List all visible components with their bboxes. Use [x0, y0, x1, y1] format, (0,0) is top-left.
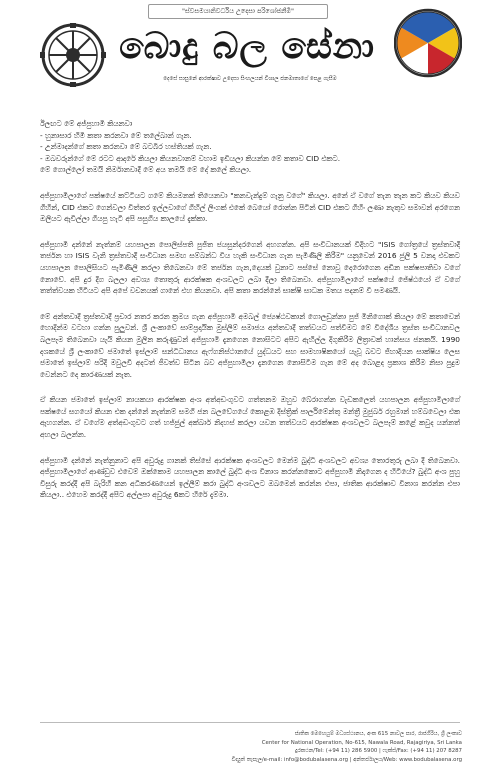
- list-line: - උන්මාදන්ගේ කතා කරනවා මේ බටබිර හස්තියක් ගැන.: [40, 142, 212, 152]
- paragraph-3: අජ්පුහාමි දන්නේ නැත්නම් යහපාලන පොලිස්පති පුජිත ජයසුන්දරගෙන් අහගන්න. අපි සංවිධානයක් විදිහට "ISIS ගෝත්‍රයේ ත්‍රස්තවාදී තර්ජන හා ISIS වැනි ත්‍රස්තවාදී සංවිධාන සමඟ සම්බන්ධ විය හැකි සංවිධාන ගැන පැමිණිලි කිරීම" යනුවෙන් 2016 ජුලි 5 වනදා එවකට යහපාලන පොලිසියට පැමිණිලි කරලා තිබෙනවා මේ තර්ජන ගැන,දෙයක් වුනාට පස්සේ නොවු දෙරොගෙන අඩින පක්ෂපාතිවා වගේ නොවේ. අපි දුර දිග බලලා අවශ්‍ය තොතුරු ආරක්ෂක අංශවලට ලබා දීලා තිබෙනවා. අජ්පුහාමිලාගේ පක්ෂයේ ජේෂ්ඨයෝ ඒ වගේ තත්ත්වයක හිටියට අපි අපේ වචනයක් ගානේ එහ කියනවා. අපි කතා කරන්නේ සාක්ෂි සාධක මතය පදනම් වී පමණයි.: [40, 239, 460, 296]
- paragraph-6: අජ්පුහාමි දන්නේ නැත්නුනාට අපි අවුරුදු ගානක් තිස්සේ ආරක්ෂක අංශවලට මෙන්ම බුද්ධි අංශවලට අවශ්‍ය තොරතුරු ලබා දී තිබෙනවා. අජ්පුහාමිලාගේ ආණ්ඩුව එවෙම් ඔක්කොම යහපාලන කාලේ බුද්ධි අංශ විනාශ කරන්නකොට අජ්පුහාමි නිදාගෙන ද හිටියේ? බුද්ධි අංශ පුහු විසුරු කරද්දී අපි බැරිහි කන අධිකරණයෙන් ඉල්ලීම් කරා බුද්ධි අංශවලට ඔබමෙන් කරන්න එපා, ජාතික ආරක්ෂාව විනාශ කරන්න එපා කියලා.. එහෙම කරද්දී අපිට අල්ලපා අවුරුදු 6කට හිරේ දැම්මා.: [40, 455, 460, 500]
- paragraph-5: ඒ කියන ජමාතේ ඉස්ලාම් නායකයා ආරක්ෂක අංශ අත්අඩංගුවට ගත්තනම ඔහුව බේරාගන්න වැඩකලෙත් යහපාලන අජ්පුහාමිලාගේ පක්ෂයේ සගයෝ කියන එක දන්නේ නැත්නම් සමගි ජන බලවේගයේ කොළඹ දිස්ත්‍රික් පාර්ලිමේන්තු මන්ත්‍රී මුජුබර් රහුමාන් හම්බවෙලා එක ඇහගන්න. ඒ වගේම අත්අඩංගුවට ගත් හජ්‍ජුල් අක්බාර් නිදහස් කරලා යවන තත්වයට ආරක්ෂක අංශවලට බලපෑම් කළේ කවුද යන්නත් අහලා බලන්න.: [40, 395, 460, 440]
- motto-tag: "ස්වසමයානිවර්ධිය උදෙසා පරිශෝජනීමි": [148, 4, 328, 19]
- buddhist-flag-icon: [394, 6, 462, 80]
- footer-contact: [196, 730, 462, 764]
- list-line: මේ ගොල්ලෝ තමයි නිර්මානවාදී මේ අය තමයි මේ දේ කලේ කියලා.: [40, 165, 252, 175]
- dharma-wheel-icon: [38, 22, 108, 88]
- letter-body: [40, 118, 460, 515]
- list-line: ඊලඟට මේ අජ්පුහාමි කියනවා: [40, 119, 133, 128]
- list-line: - ඔබවරුන්ගේ මේ රටට ආදරේ කියලා කියනවානම් වහාම ඉඩියලා කියන්න මේ කතාව CID එකට.: [40, 153, 341, 163]
- list-line: - හුනාසාර හිමි කතා කරනවා මේ තලේබාන් ගැන.: [40, 130, 192, 140]
- paragraph-2: අජ්පුහාමිලාගේ පක්ෂයේ කට්ටියට ගමේ කියමනක් තියෙනවා "කනවැන්දුම් ගැනු වගේ" කියලා. අනේ ඒ වගේ තැන තැන කට කියව කියව ගිහින්, CID එකට ගෙන්වලා විත්තර ඉල්ලවාගේ ගිහිල් ලිංගක් එකේ බෙයෝ රොන්න පිටින් CID එකට ගිහිං ලණා නැතුව සමාවන් අරගෙන ඔලියට ඇවිල්ලා ගියපු හැටි අපි පසුගිය කාලයේ දැක්කා.: [40, 190, 460, 224]
- footer-phone: දුරකථන/Tel: (+94 11) 286 5900 | ෆැක්ස්/Fax: (+94 11) 207 8287: [295, 748, 462, 755]
- footer-divider: [40, 722, 460, 723]
- organization-title: බොදු බල සේනා: [119, 25, 375, 67]
- header-subtagline: දෙසේ සාසුනේ ආරක්ෂාව උදෙසා සිංහලයන් විශාල ජනමාතාගේ පෙළ ගැසීම: [163, 76, 337, 82]
- footer-web: විද්‍යුත් තැපැල/e-mail: info@bodubalasena.org | අන්තර්ජාලය/Web: www.bodubalasena.org: [231, 756, 462, 763]
- footer-address-si: ජාතික මෙහෙයුම් මධ්‍යස්ථානය, අංක 615 නාවල පාර, රාජගිරිය, ශ්‍රී ලංකාව: [294, 731, 462, 737]
- letterhead: [0, 0, 500, 92]
- paragraph-4: මේ අන්තවාදී ත්‍රස්තවාදී ප්‍රචාර නතර කරන ක්‍රමය ගැන අජ්පුහාමි අමබල් ජ්‍යෙෂ්ඨවකාන් ගොලඩුන්නා පුජ් මිනිගොක් කියලා මේ කතාවෙන් හොදින්ම වටහා ගන්න පුලුවන්. ශ්‍රී ලංකාවේ සාම්ප්‍රදායික මුස්ලිම් සමාජය අන්තවාදී තත්වයට පත්වීමට මේ විදේශීය ත්‍රස්ත සංවිධානවල බලපෑම තිබෙනවා යැයි කියන මුලින කරුණුවන් අජ්පුහාමි දැනගෙන නොසිටට අපිට ඇහිල්ල දිගුකිරීම ලිත්‍රාවක් හාන්සය ජනකයි. 1990 දශකයේ ශ්‍රී ලංකාවේ ජමාතේ ඉස්ලාම් සන්ධිධානය ඇෆ්ගනිස්ථානයේ යුද්ධයට සහ සාමහාෂිකයෝ යැවූ බවට ජිහාදියන සාක්ෂිය ලෙස ජමාතේ ඉස්ලාම් පරිදි මවුලවි අදටත් ජීවත්ව සිටින බව අජ්පුහාමිලා දැනගෙන නොසිටීම ගැන මේ අද බොළද ප්‍රකාශ කිරීම නිසා පුදුම වෙන්නට දෙ කාරණයක් නැත.: [40, 311, 460, 379]
- paragraph-intro-list: [40, 118, 460, 176]
- footer-address-en: Center for National Operation, No-615, Nawala Road, Rajagiriya, Sri Lanka: [261, 739, 462, 746]
